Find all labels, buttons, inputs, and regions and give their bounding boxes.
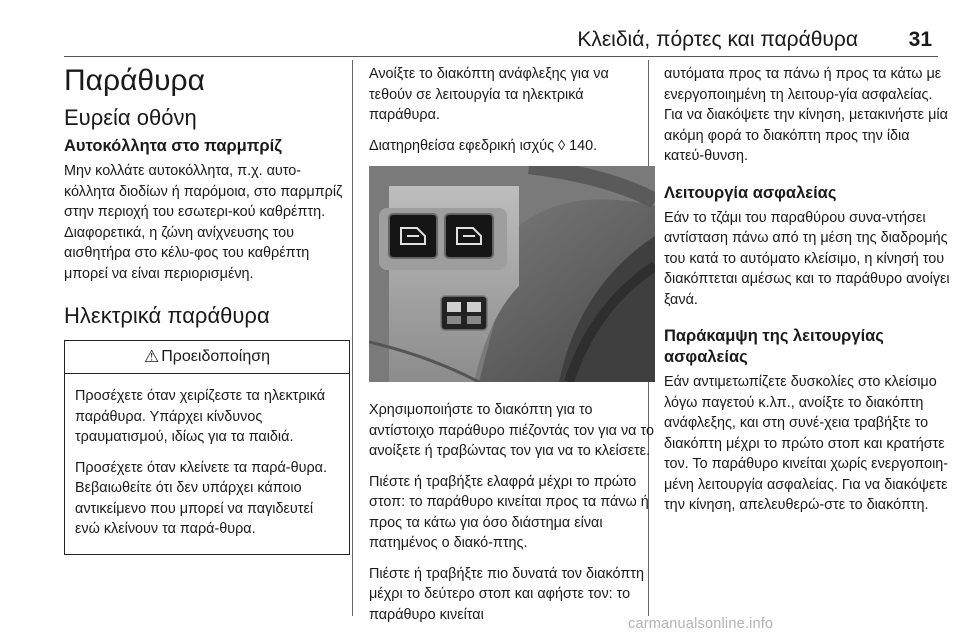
watermark-logo: carmanualsonline.info <box>628 616 774 632</box>
warning-icon: ⚠ <box>143 346 160 366</box>
paragraph: Πιέστε ή τραβήξτε ελαφρά μέχρι το πρώτο στοπ: το παράθυρο κινείται προς τα πάνω ή προς τα κάτω για όσο διάστημα είναι πατημένος ο διακό-πτης. <box>369 473 649 551</box>
paragraph: Μην κολλάτε αυτοκόλλητα, π.χ. αυτο-κόλλητα διοδίων ή παρόμοια, στο παρμπρίζ στην περιοχή του εσωτερι-κού καθρέπτη. Διαφορετικά, η ζώνη ανίχνευσης του αισθητήρα στο κέλυ-φος του καθρέπτη μπορεί να είναι περιορισμένη. <box>64 163 343 282</box>
warning-title: Προειδοποίηση <box>161 347 270 365</box>
heading-windscreen-stickers: Αυτοκόλλητα στο παρμπρίζ <box>64 137 282 155</box>
warning-paragraph: Προσέχετε όταν χειρίζεστε τα ηλεκτρικά παράθυρα. Υπάρχει κίνδυνος τραυματισμού, ιδίως για τα παιδιά. <box>75 388 326 445</box>
paragraph: αυτόματα προς τα πάνω ή προς τα κάτω με ενεργοποιημένη τη λειτουρ-γία ασφαλείας. Για να διακόψετε την κίνηση, μετακινήστε μία ακόμη φορά το διακόπτη προς την ίδια κατεύ-θυνση. <box>664 66 948 164</box>
warning-paragraph: Προσέχετε όταν κλείνετε τα παρά-θυρα. Βεβαιωθείτε ότι δεν υπάρχει κάποιο αντικείμενο που μπορεί να παγιδευτεί ενώ κλείνουν τα παρά-θυρα. <box>75 459 327 537</box>
paragraph: Διατηρηθείσα εφεδρική ισχύς ◊ 140. <box>369 137 598 154</box>
subsection-title-power-windows: Ηλεκτρικά παράθυρα <box>64 303 270 328</box>
subsection-title: Ευρεία οθόνη <box>64 105 197 130</box>
section-title: Παράθυρα <box>64 64 205 97</box>
column-rule-1 <box>352 60 353 616</box>
warning-body <box>65 374 349 554</box>
paragraph: Εάν το τζάμι του παραθύρου συνα-ντήσει αντίσταση πάνω από τη μέση της διαδρομής του κατά το αυτόματο κλείσιμο, η κίνησή του διακόπτεται αμέσως και το παράθυρο ανοίγει ξανά. <box>664 209 950 308</box>
photo-illustration <box>369 166 655 382</box>
paragraph: Χρησιμοποιήστε το διακόπτη για το αντίστοιχο παράθυρο πιέζοντάς τον για να το ανοίξετε ή τραβώντας τον για να το κλείσετε. <box>369 402 654 459</box>
warning-header <box>65 341 349 374</box>
heading-override-safety: Παράκαμψη της λειτουργίας ασφαλείας <box>664 327 884 366</box>
column-1 <box>64 64 350 555</box>
header-title: Κλειδιά, πόρτες και παράθυρα <box>577 28 858 51</box>
paragraph: Πιέστε ή τραβήξτε πιο δυνατά τον διακόπτη μέχρι το δεύτερο στοπ και αφήστε τον: το παράθυρο κινείται <box>369 565 644 623</box>
paragraph: Ανοίξτε το διακόπτη ανάφλεξης για να τεθούν σε λειτουργία τα ηλεκτρικά παράθυρα. <box>369 66 609 123</box>
warning-box <box>64 340 350 555</box>
heading-safety-function: Λειτουργία ασφαλείας <box>664 183 837 202</box>
page-number: 31 <box>908 28 932 51</box>
paragraph: Εάν αντιμετωπίζετε δυσκολίες στο κλείσιμο λόγω παγετού κ.λπ., ανοίξτε το διακόπτη ανάφλεξης, και στη συνέ-χεια τραβήξτε το διακόπτη μέχρι το πρώτο στοπ και κρατήστε τον. Το παράθυρο κινείται χωρίς ενεργοποιη-μένη λειτουργία ασφαλείας. Για να διακόψετε την κίνηση, απελευθερώ-στε το διακόπτη. <box>664 374 949 513</box>
column-3 <box>664 64 950 526</box>
column-2 <box>369 64 655 635</box>
window-switch-photo <box>369 166 655 382</box>
header-rule <box>64 56 938 57</box>
